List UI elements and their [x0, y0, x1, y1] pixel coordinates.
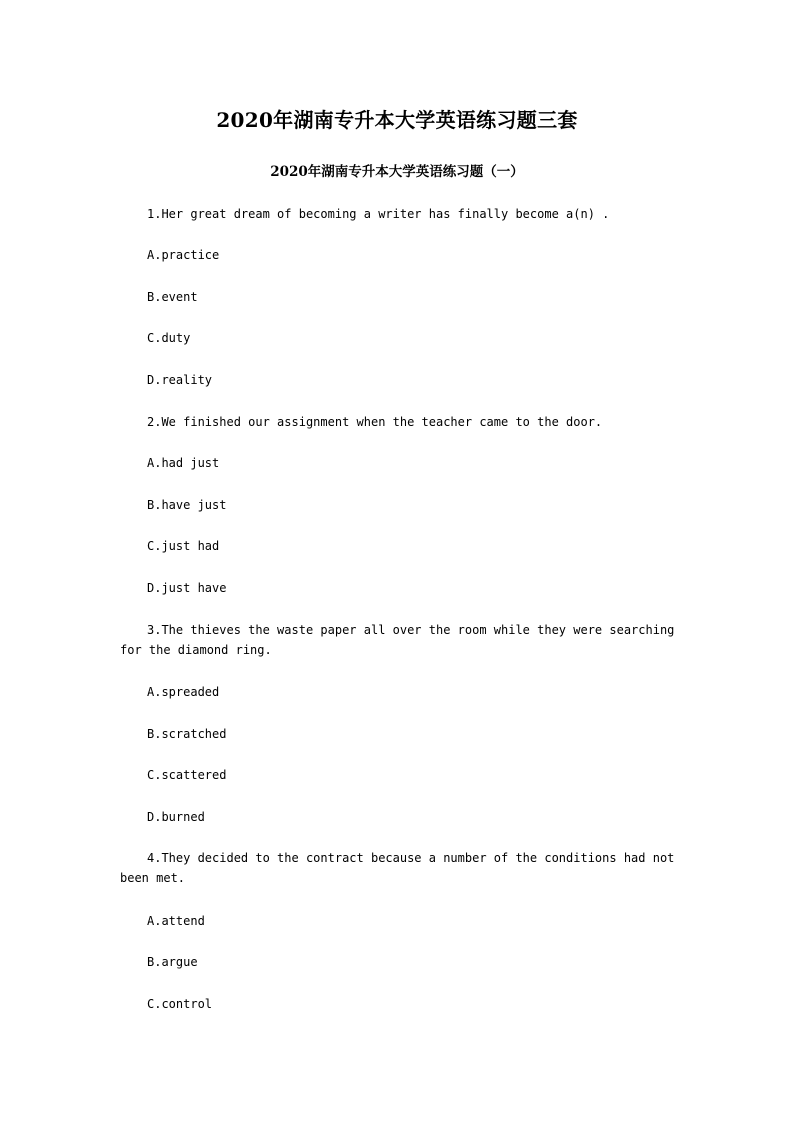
question-3-line-2: for the diamond ring. — [120, 643, 272, 657]
question-1-option-c: C.duty — [147, 331, 191, 345]
question-4-option-a: A.attend — [147, 914, 205, 928]
question-2-option-a: A.had just — [147, 456, 220, 470]
question-4-option-b: B.argue — [147, 955, 198, 969]
question-2: 2.We finished our assignment when the teacher came to the door. — [147, 415, 603, 429]
question-1-option-d: D.reality — [147, 373, 213, 387]
question-4-option-c: C.control — [147, 997, 213, 1011]
document-title: 2020年湖南专升本大学英语练习题三套 — [216, 108, 578, 132]
question-2-option-c: C.just had — [147, 539, 220, 553]
question-1-option-a: A.practice — [147, 248, 220, 262]
question-4-line-2: been met. — [120, 871, 186, 885]
question-3-option-a: A.spreaded — [147, 685, 220, 699]
question-3-option-d: D.burned — [147, 810, 205, 824]
question-4-line-1: 4.They decided to the contract because a number of the conditions had not — [147, 851, 675, 865]
document-subtitle: 2020年湖南专升本大学英语练习题（一） — [270, 164, 524, 180]
question-2-option-b: B.have just — [147, 498, 227, 512]
question-3-option-c: C.scattered — [147, 768, 227, 782]
question-4 — [120, 848, 674, 888]
question-1-option-b: B.event — [147, 290, 198, 304]
question-3-line-1: 3.The thieves the waste paper all over the room while they were searching — [147, 623, 675, 637]
question-2-option-d: D.just have — [147, 581, 227, 595]
question-3 — [120, 620, 674, 660]
question-1: 1.Her great dream of becoming a writer has finally become a(n) . — [147, 207, 610, 221]
question-3-option-b: B.scratched — [147, 727, 227, 741]
